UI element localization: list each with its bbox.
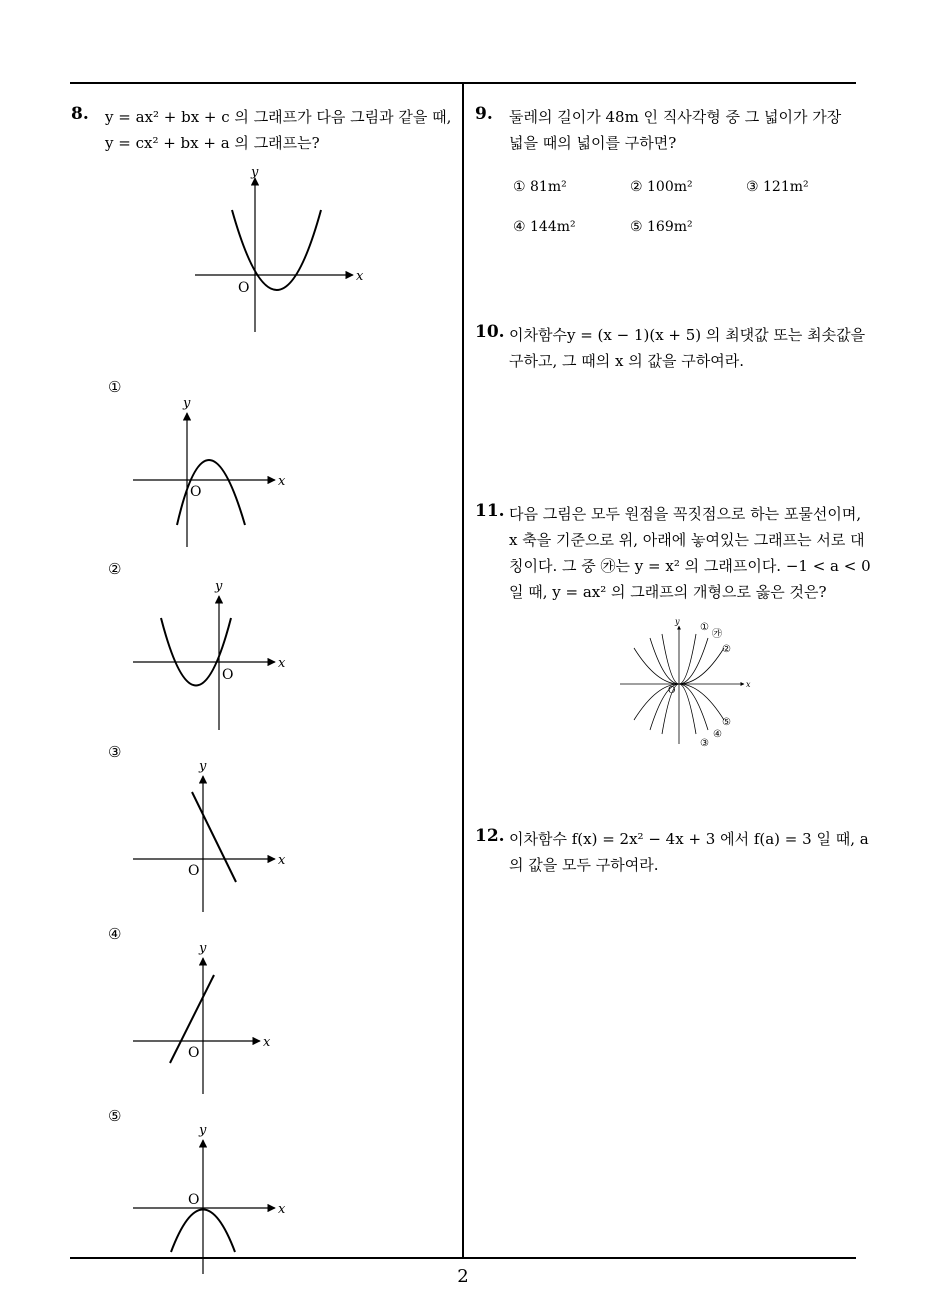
q9-text-line2: 넓을 때의 넓이를 구하면? [509, 134, 677, 152]
x-axis-label: x [278, 656, 286, 671]
origin-label: O [222, 667, 234, 683]
option-1-graph [125, 395, 305, 555]
q11-text-line3: 칭이다. 그 중 ㉮는 y = x² 의 그래프이다. −1 < a < 0 [509, 557, 871, 575]
y-axis-label: y [183, 396, 191, 411]
q9-choice-4: ④ 144m² [513, 219, 576, 235]
y-axis-label: y [199, 941, 207, 956]
option-2-graph [125, 578, 305, 738]
origin-label: O [188, 1045, 200, 1061]
option-2-label: ② [108, 560, 122, 578]
q10-number: 10. [475, 322, 505, 342]
y-axis-label: y [215, 579, 223, 594]
curve-label-ga: ㉮ [712, 629, 722, 640]
curve-label-3: ③ [700, 738, 709, 749]
curve-label-2: ② [722, 644, 731, 655]
x-axis-label: x [278, 853, 286, 868]
parabola-curve [232, 210, 321, 290]
q12-text-line2: 의 값을 모두 구하여라. [509, 856, 659, 874]
q9-choice-2: ② 100m² [630, 179, 693, 195]
y-axis-label: y [199, 759, 207, 774]
q10-text-line2: 구하고, 그 때의 x 의 값을 구하여라. [509, 352, 744, 370]
x-axis-label: x [746, 680, 751, 689]
q10-text-line1: 이차함수y = (x − 1)(x + 5) 의 최댓값 또는 최솟값을 [509, 326, 866, 344]
x-axis-label: x [278, 474, 286, 489]
option-5-label: ⑤ [108, 1107, 122, 1125]
option-3-label: ③ [108, 743, 122, 761]
y-axis-label: y [251, 165, 259, 180]
x-axis-label: x [263, 1035, 271, 1050]
page-number: 2 [457, 1266, 469, 1287]
y-axis-label: y [199, 1123, 207, 1138]
q8-text-line1: y = ax² + bx + c 의 그래프가 다음 그림과 같을 때, [105, 108, 452, 126]
q11-text-line4: 일 때, y = ax² 의 그래프의 개형으로 옳은 것은? [509, 583, 827, 601]
q11-text-line2: x 축을 기준으로 위, 아래에 놓여있는 그래프는 서로 대 [509, 531, 865, 549]
x-axis-label: x [278, 1202, 286, 1217]
q11-text-line1: 다음 그림은 모두 원점을 꼭짓점으로 하는 포물선이며, [509, 505, 862, 523]
q11-parabola-family-figure [612, 612, 762, 752]
q9-choice-5: ⑤ 169m² [630, 219, 693, 235]
option-3-graph [125, 758, 305, 918]
q12-number: 12. [475, 826, 505, 846]
origin-label: O [188, 1192, 200, 1208]
q8-text-line2: y = cx² + bx + a 의 그래프는? [105, 134, 320, 152]
q9-text-line1: 둘레의 길이가 48m 인 직사각형 중 그 넓이가 가장 [509, 108, 842, 126]
origin-label: O [238, 280, 250, 296]
option-1-label: ① [108, 378, 122, 396]
option-5-graph [125, 1122, 305, 1282]
option-4-graph [125, 940, 305, 1100]
x-axis-label: x [356, 269, 364, 284]
curve-label-5: ⑤ [722, 717, 731, 728]
parabola-curve [161, 618, 234, 686]
q12-text-line1: 이차함수 f(x) = 2x² − 4x + 3 에서 f(a) = 3 일 때, a [509, 830, 869, 848]
q11-number: 11. [475, 501, 505, 521]
column-divider [462, 82, 464, 1259]
origin-label: O [190, 484, 202, 500]
q9-choice-1: ① 81m² [513, 179, 567, 195]
origin-label: O [188, 863, 200, 879]
q8-number: 8. [71, 104, 89, 124]
y-axis-label: y [675, 617, 680, 626]
curve-label-4: ④ [713, 729, 722, 740]
q9-number: 9. [475, 104, 493, 124]
q9-choice-3: ③ 121m² [746, 179, 809, 195]
curve-label-1: ① [700, 622, 709, 633]
origin-label: O [668, 686, 676, 696]
option-4-label: ④ [108, 925, 122, 943]
q8-given-graph [185, 160, 375, 340]
